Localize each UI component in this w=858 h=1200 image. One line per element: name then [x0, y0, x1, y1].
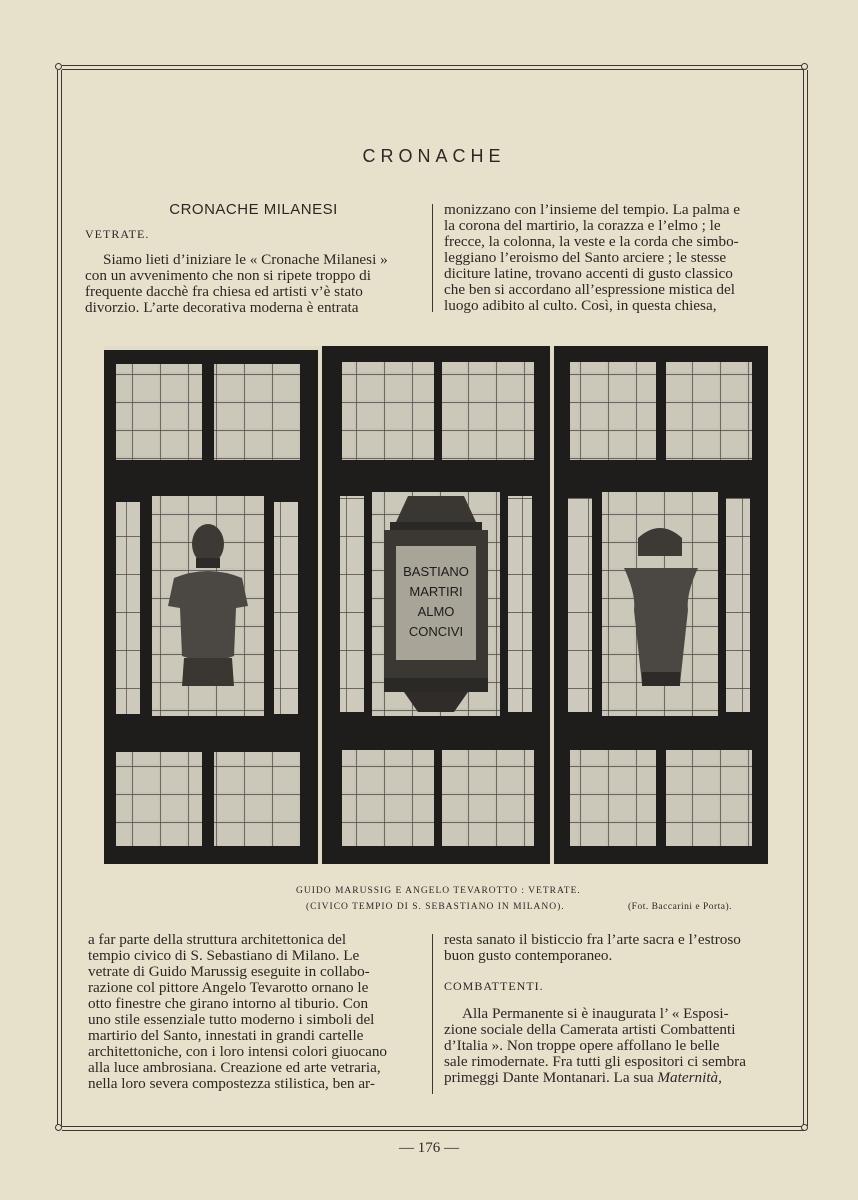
text-line: a far parte della struttura architettonica del — [88, 931, 347, 948]
subsection-heading-vetrate: VETRATE. — [85, 227, 150, 241]
text-line: martirio del Santo, innestati in grandi cartelle — [88, 1027, 364, 1044]
text-line: Siamo lieti d’iniziare le « Cronache Milanesi » — [103, 251, 388, 268]
page-number: — 176 — — [399, 1140, 459, 1156]
corner-ornament — [55, 63, 62, 70]
cartouche-inscription — [398, 562, 474, 642]
text-line: alla luce ambrosiana. Creazione ed arte vetraria, — [88, 1059, 381, 1076]
text-line: buon gusto contemporaneo. — [444, 947, 613, 964]
text-line: divorzio. L’arte decorativa moderna è entrata — [85, 299, 359, 316]
inscription-line: MARTIRI — [409, 584, 463, 599]
text-line: Alla Permanente si è inaugurata l’ « Esposi- — [462, 1005, 729, 1022]
bottom-border-rule — [62, 1126, 804, 1131]
figure-caption-line-2: (CIVICO TEMPIO DI S. SEBASTIANO IN MILANO). — [306, 902, 565, 912]
text-line: frecce, la colonna, la veste e la corda che simbo- — [444, 233, 739, 250]
inscription-line: BASTIANO — [403, 564, 469, 579]
top-right-column — [444, 202, 780, 314]
text-line: sale rimodernate. Fra tutti gli espositori ci sembra — [444, 1053, 746, 1070]
text-line: vetrate di Guido Marussig eseguite in collabo- — [88, 963, 370, 980]
text-line: frequente dacchè fra chiesa ed artisti v’è stato — [85, 283, 363, 300]
inscription-line: CONCIVI — [408, 624, 464, 639]
text-line: monizzano con l’insieme del tempio. La palma e — [444, 201, 741, 218]
text-line: che ben si accordano all’espressione mistica del — [444, 281, 735, 298]
text-line: razione col pittore Angelo Tevarotto ornano le — [88, 979, 369, 996]
text-line: la corona del martirio, la corazza e l’elmo ; le — [444, 217, 721, 234]
column-divider — [432, 934, 433, 1094]
text-line: nella loro severa compostezza stilistica, ben ar- — [88, 1075, 375, 1092]
right-window-panel — [554, 346, 768, 864]
section-title: CRONACHE MILANESI — [169, 201, 338, 218]
inscription-line: ALMO — [417, 604, 455, 619]
top-border-rule — [62, 65, 804, 70]
text-line: architettoniche, con i loro intensi colori giuocano — [88, 1043, 388, 1060]
text-line: zione sociale della Camerata artisti Combattenti — [444, 1021, 736, 1038]
left-border-rule — [57, 70, 62, 1126]
text-line — [444, 1070, 782, 1086]
text-line: diciture latine, trovano accenti di gusto classico — [444, 265, 733, 282]
bottom-right-column — [444, 932, 782, 1086]
page-heading: CRONACHE — [362, 146, 506, 166]
text-line: otto finestre che girano intorno al tiburio. Con — [88, 995, 369, 1012]
column-divider — [432, 204, 433, 312]
text-line: luogo adibito al culto. Così, in questa chiesa, — [444, 297, 717, 314]
corner-ornament — [55, 1124, 62, 1131]
text-line: leggiano l’eroismo del Santo arciere ; le stesse — [444, 249, 727, 266]
text-line: d’Italia ». Non troppe opere affollano le belle — [444, 1037, 720, 1054]
corner-ornament — [801, 1124, 808, 1131]
top-left-column — [85, 202, 422, 316]
bottom-left-column — [88, 932, 422, 1092]
text-line: resta sanato il bisticcio fra l’arte sacra e l’estroso — [444, 931, 741, 948]
photo-credit: (Fot. Baccarini e Porta). — [628, 902, 733, 912]
corner-ornament — [801, 63, 808, 70]
subsection-heading-combattenti: COMBATTENTI. — [444, 979, 544, 993]
right-border-rule — [803, 70, 808, 1126]
text-line: tempio civico di S. Sebastiano di Milano. Le — [88, 947, 360, 964]
text-line: uno stile essenziale tutto moderno i simboli del — [88, 1011, 375, 1028]
left-window-panel — [104, 350, 318, 864]
text-span: primeggi Dante Montanari. La sua — [444, 1069, 658, 1086]
figure-caption-line-1: GUIDO MARUSSIG E ANGELO TEVAROTTO : VETRATE. — [296, 886, 581, 896]
italic-title: Maternità, — [657, 1069, 722, 1086]
text-line: con un avvenimento che non si ripete troppo di — [85, 267, 371, 284]
